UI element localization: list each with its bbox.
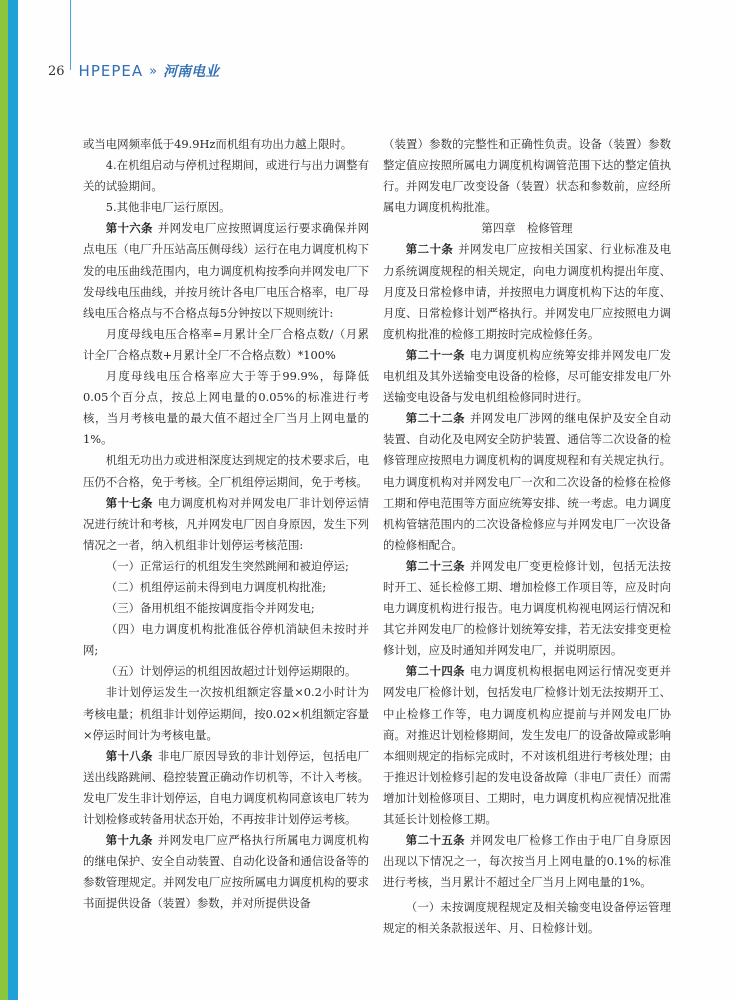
article-text: 并网发电厂应严格执行所属电力调度机构的继电保护、安全自动装置、自动化设备和通信设备等的参数管理规定。并网发电厂应按所属电力调度机构的要求书面提供设备（装置）参数，并对所提供设备 xyxy=(83,833,369,911)
article-text: 非电厂原因导致的非计划停运，包括电厂送出线路跳闸、稳控装置正确动作切机等，不计入考核。发电厂发生非计划停运，自电力调度机构同意该电厂转为计划检修或转备用状态开始，不再按非计划停运考核。 xyxy=(83,748,369,826)
brand-logo-latin: HPEPEA xyxy=(78,62,144,80)
article-title: 第二十二条 xyxy=(405,411,466,426)
paragraph: 月度母线电压合格率应大于等于99.9%，每降低0.05个百分点，按总上网电量的0.05%的标准进行考核，当月考核电量的最大值不超过全厂当月上网电量的1%。 xyxy=(83,369,369,447)
paragraph: 5.其他非电厂运行原因。 xyxy=(105,200,231,215)
left-column xyxy=(83,134,369,914)
formula: 月度母线电压合格率=月累计全厂合格点数/（月累计全厂合格点数+月累计全厂不合格点数）*100% xyxy=(83,326,369,362)
article-text: 并网发电厂检修工作由于电厂自身原因出现以下情况之一，每次按当月上网电量的0.1%的标准进行考核，当月累计不超过全厂当月上网电量的1%。 xyxy=(383,833,671,890)
paragraph: （装置）参数的完整性和正确性负责。设备（装置）参数整定值应按照所属电力调度机构调管范围下达的整定值执行。并网发电厂改变设备（装置）状态和参数前，应经所属电力调度机构批准。 xyxy=(383,137,671,215)
article-19 xyxy=(83,830,369,914)
article-title: 第十六条 xyxy=(105,221,153,236)
paragraph: 机组无功出力或进相深度达到规定的技术要求后，电压仍不合格，免于考核。全厂机组停运期间，免于考核。 xyxy=(83,453,369,489)
article-title: 第二十一条 xyxy=(405,347,466,362)
article-title: 第十八条 xyxy=(105,748,153,763)
article-title: 第二十五条 xyxy=(405,833,466,848)
page-number: 26 xyxy=(48,63,65,79)
article-20 xyxy=(383,239,671,344)
article-title: 第十九条 xyxy=(105,833,153,848)
article-title: 第二十三条 xyxy=(405,558,466,573)
article-23 xyxy=(383,556,671,661)
article-text: 电力调度机构应统筹安排并网发电厂发电机组及其外送输变电设备的检修，尽可能安排发电厂外送输变电设备与发电机组检修同时进行。 xyxy=(383,347,671,405)
article-title: 第十七条 xyxy=(105,495,153,510)
article-17 xyxy=(83,493,369,556)
article-18 xyxy=(83,746,369,830)
paragraph: 或当电网频率低于49.9Hz而机组有功出力越上限时。 xyxy=(83,137,353,151)
list-item: （四）电力调度机构批准低谷停机消缺但未按时并网; xyxy=(83,622,369,658)
list-item: （二）机组停运前未得到电力调度机构批准; xyxy=(105,579,327,594)
article-21 xyxy=(383,345,671,408)
list-item: （三）备用机组不能按调度指令并网发电; xyxy=(105,601,315,616)
article-title: 第二十四条 xyxy=(405,664,466,679)
article-text: 电力调度机构对并网发电厂非计划停运情况进行统计和考核，凡并网发电厂因自身原因，发生下列情况之一者，纳入机组非计划停运考核范围: xyxy=(83,495,369,552)
article-text: 并网发电厂涉网的继电保护及安全自动装置、自动化及电网安全防护装置、通信等二次设备的检修管理应按照电力调度机构的调度规程和有关规定执行。电力调度机构对并网发电厂一次和二次设备的检修在检修工期和停电范围等方面应统筹安排、统一考虑。电力调度机构管辖范围内的二次设备检修应与并网发电厂一次设备的检修相配合。 xyxy=(383,411,671,552)
brand-logo-chinese: 河南电业 xyxy=(163,64,220,80)
article-text: 并网发电厂应按照调度运行要求确保并网点电压（电厂升压站高压侧母线）运行在电力调度机构下发的电压曲线范围内，电力调度机构按季向并网发电厂下发母线电压曲线，并按月统计各电厂电压合格率，电厂母线电压合格点与不合格点每5分钟按以下规则统计: xyxy=(83,221,369,320)
article-text: 电力调度机构根据电网运行情况变更并网发电厂检修计划，包括发电厂检修计划无法按期开工、中止检修工作等，电力调度机构应提前与并网发电厂协商。对推迟计划检修期间，发生发电厂的设备故障或影响本细则规定的指标完成时，不对该机组进行考核处理；由于推迟计划检修引起的发电设备故障（非电厂责任）而需增加计划检修项目、工期时，电力调度机构应视情况批准其延长计划检修工期。 xyxy=(383,664,671,826)
article-16 xyxy=(83,218,369,323)
list-item: （五）计划停运的机组因故超过计划停运期限的。 xyxy=(105,664,357,679)
article-text: 并网发电厂变更检修计划，包括无法按时开工、延长检修工期、增加检修工作项目等，应及时向电力调度机构进行报告。电力调度机构视电网运行情况和其它并网发电厂的检修计划统筹安排，若无法安排变更检修计划，应及时通知并网发电厂，并说明原因。 xyxy=(383,558,671,658)
page-header xyxy=(48,58,219,84)
list-item: （一）未按调度规程规定及相关输变电设备停运管理规定的相关条款报送年、月、日检修计划。 xyxy=(383,900,671,936)
article-title: 第二十条 xyxy=(405,242,454,257)
paragraph: 4.在机组启动与停机过程期间，或进行与出力调整有关的试验期间。 xyxy=(83,158,369,194)
list-item: （一）正常运行的机组发生突然跳闸和被迫停运; xyxy=(105,558,349,573)
paragraph: 非计划停运发生一次按机组额定容量×0.2小时计为考核电量；机组非计划停运期间，按0.02×机组额定容量×停运时间计为考核电量。 xyxy=(83,685,369,742)
right-column xyxy=(383,134,671,940)
article-24 xyxy=(383,661,671,830)
left-edge-stripe-green xyxy=(0,0,8,1000)
double-arrow-icon: » xyxy=(149,63,158,79)
article-text: 并网发电厂应按相关国家、行业标准及电力系统调度规程的相关规定，向电力调度机构提出年度、月度及日常检修申请，并按照电力调度机构下达的年度、月度、日常检修计划严格执行。并网发电厂应按照电力调度机构批准的检修工期按时完成检修任务。 xyxy=(383,242,671,341)
article-25 xyxy=(383,830,671,893)
left-edge-stripe-blue xyxy=(8,0,18,1000)
article-22 xyxy=(383,408,671,556)
chapter-heading: 第四章 检修管理 xyxy=(481,221,573,236)
